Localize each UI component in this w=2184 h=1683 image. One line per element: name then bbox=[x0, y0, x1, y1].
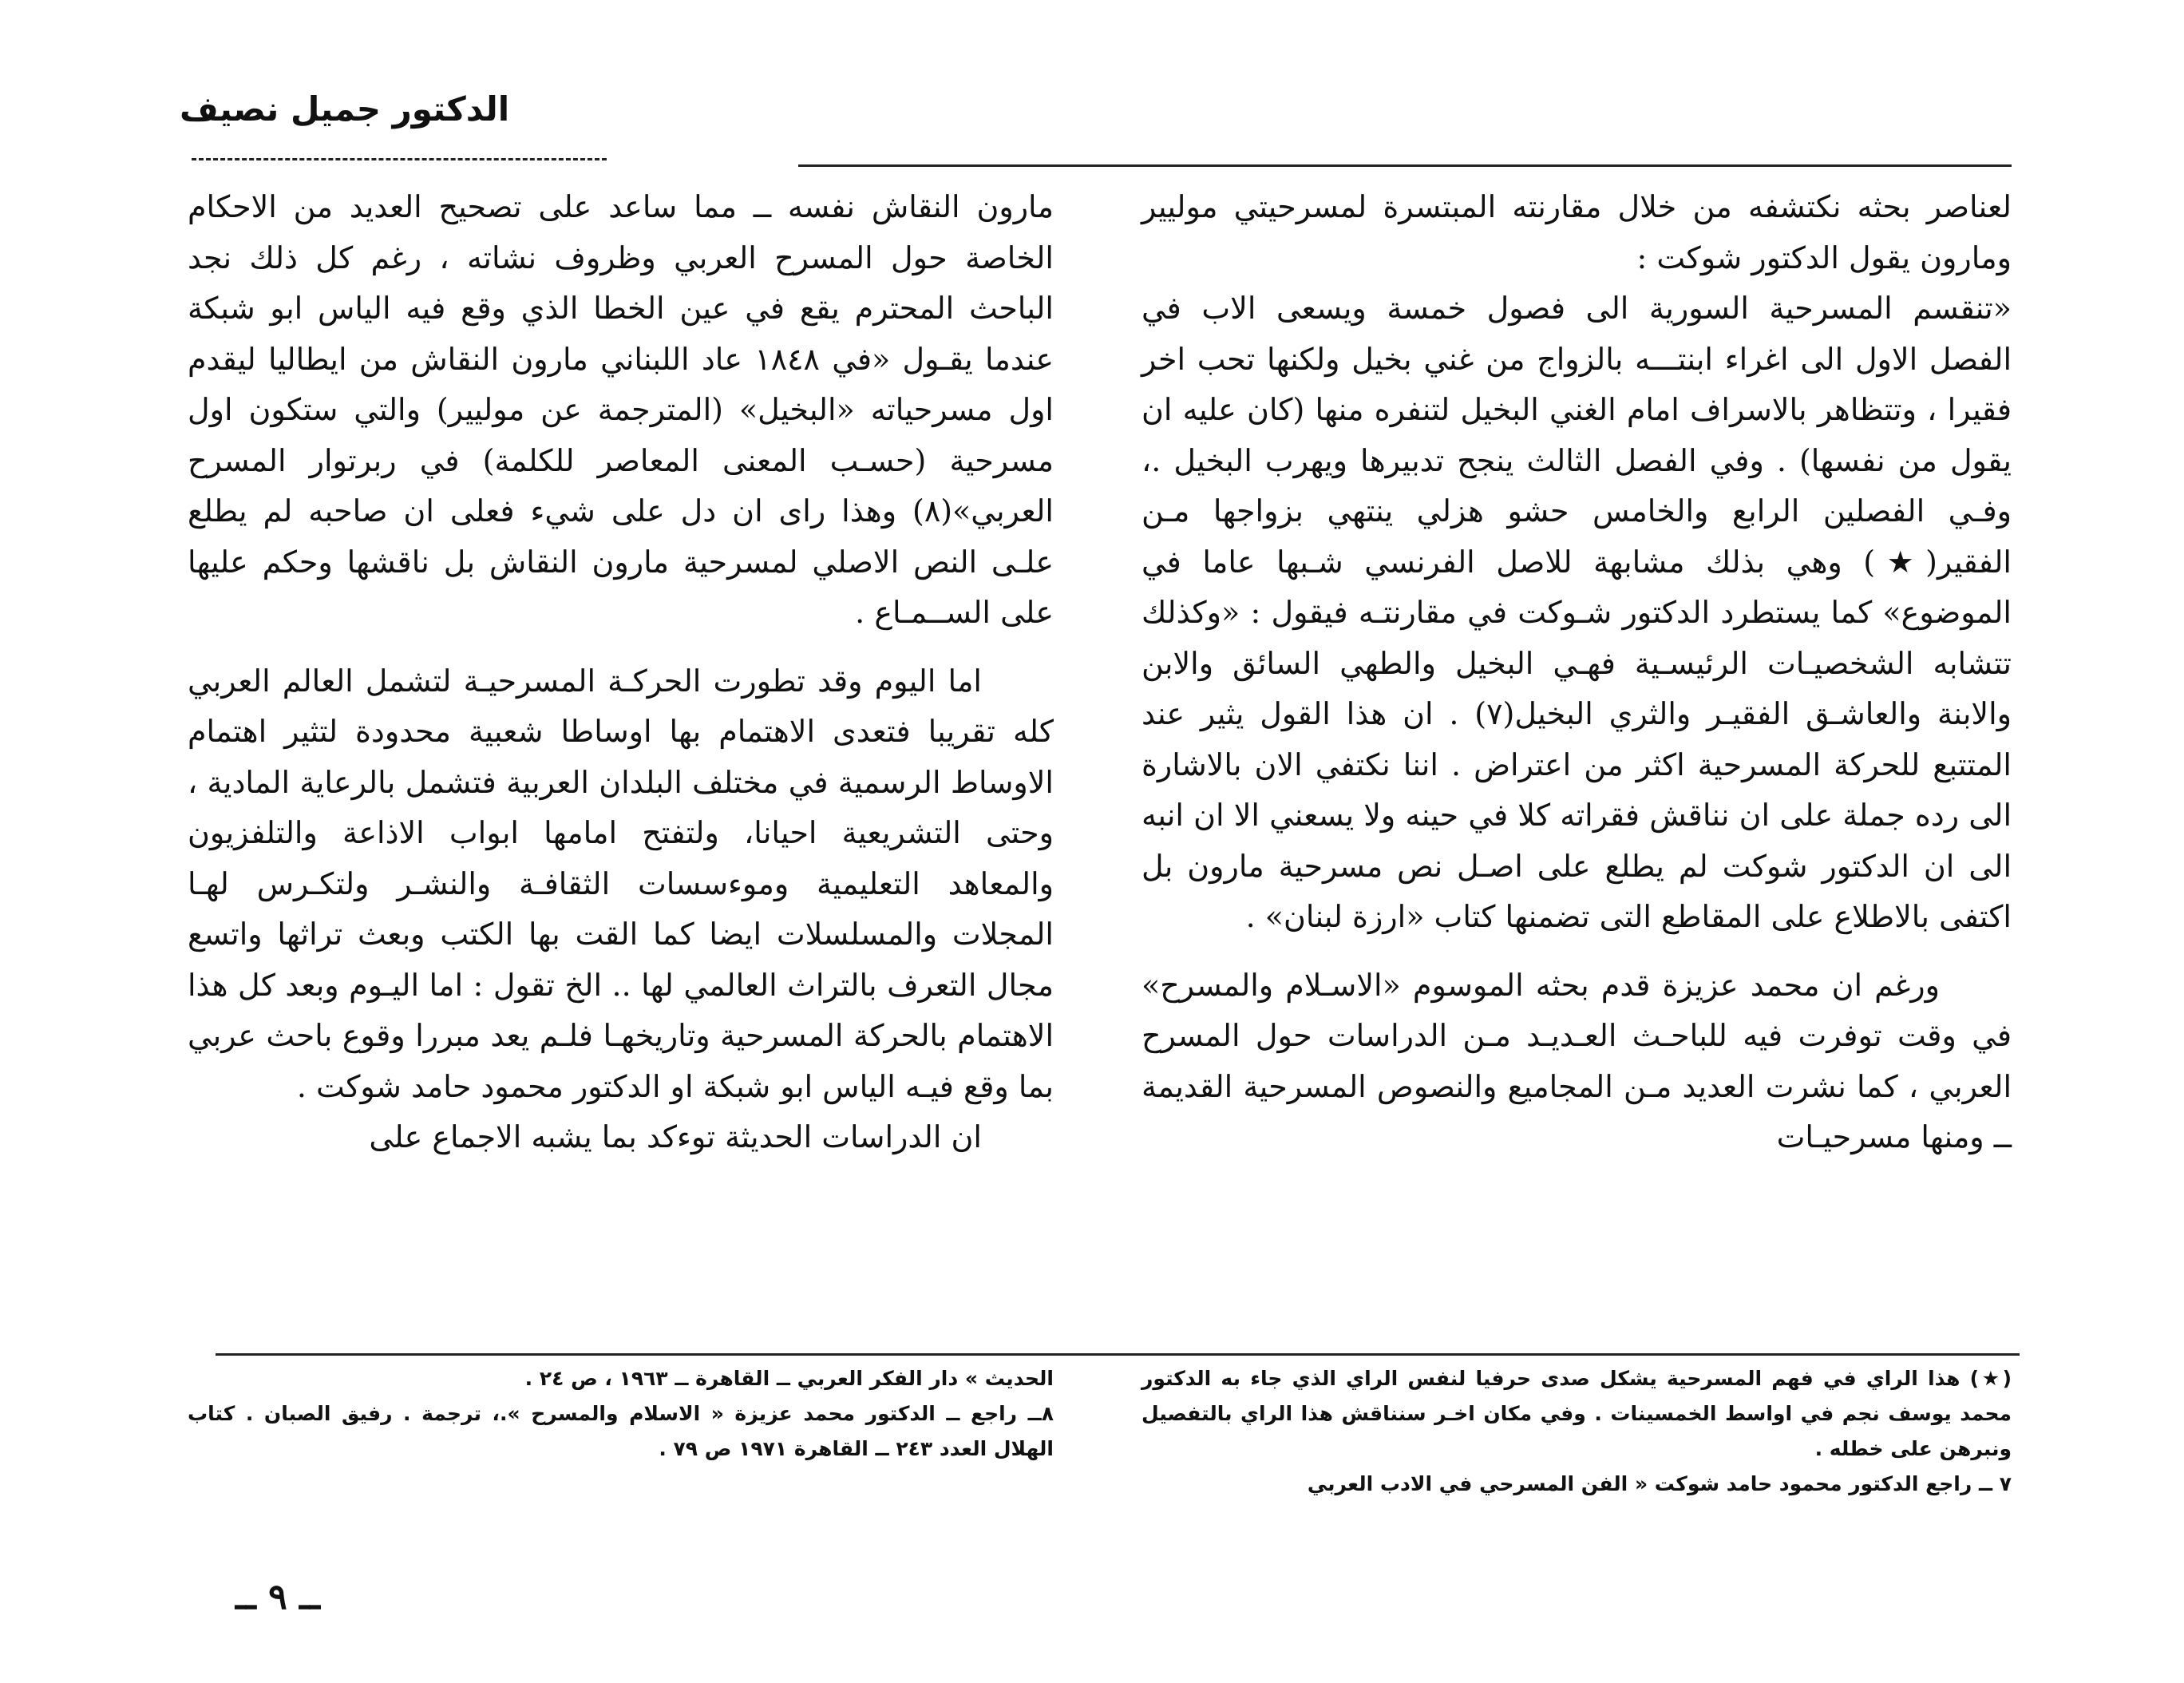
paragraph: ورغم ان محمد عزيزة قدم بحثه الموسوم «الاسـلام والمسرح» في وقت توفرت فيه للباحـث العـديـد مـن الدراسات حول المسرح العربي ، كما نشرت العديد مـن المجاميع والنصوص المسرحية القديمة ــ ومنها مسرحيـات bbox=[1141, 967, 2012, 1154]
paragraph: لعناصر بحثه نكتشفه من خلال مقارنته المبتسرة لمسرحيتي موليير ومارون يقول الدكتور شوكت : bbox=[1141, 189, 2012, 275]
left-text-column bbox=[188, 182, 1054, 1163]
footnotes-right bbox=[1141, 1361, 2012, 1502]
right-text-column bbox=[1141, 182, 2012, 1163]
footnote: (★) هذا الراي في فهم المسرحية يشكل صدى حرفيا لنفس الراي الذي جاء به الدكتور محمد يوسف نجم في اواسط الخمسينات . وفي مكان اخـر سنناقش هذا الراي بالتفصيل ونبرهن على خطله . bbox=[1141, 1367, 2012, 1460]
footnote: الحديث » دار الفكر العربي ــ القاهرة ــ ١٩٦٣ ، ص ٢٤ . bbox=[524, 1367, 1054, 1390]
footnotes-left bbox=[188, 1361, 1054, 1467]
header-solid-rule bbox=[798, 164, 2012, 167]
page-number: ــ ٩ ــ bbox=[235, 1577, 320, 1618]
paragraph: مارون النقاش نفسه ــ مما ساعد على تصحيح العديد من الاحكام الخاصة حول المسرح العربي وظروف نشاته ، رغم كل ذلك نجد الباحث المحترم يقع في عين الخطا الذي وقع فيه الياس ابو شبكة عندما يقـول «في ١٨٤٨ عاد اللبناني مارون النقاش من ايطاليا ليقدم اول مسرحياته «البخيل» (المترجمة عن موليير) والتي ستكون اول مسرحية (حسـب المعنى المعاصر للكلمة) في ربرتوار المسرح العربي»(٨) وهذا راى ان دل على شيء فعلى ان صاحبه لم يطلع علـى النص الاصلي لمسرحية مارون النقاش بل ناقشها وحكم عليها على الســمـاع . bbox=[188, 189, 1054, 630]
running-header-author: الدكتور جميل نصيف bbox=[180, 89, 510, 129]
header-dashed-rule bbox=[192, 158, 607, 160]
paragraph: «تنقسم المسرحية السورية الى فصول خمسة ويسعى الاب في الفصل الاول الى اغراء ابنتـــه بالزواج من غني بخيل ولكنها تحب اخر فقيرا ، وتتظاهر بالاسراف امام الغني البخيل لتنفره منها (كان عليه ان يقول من نفسها) . وفي الفصل الثالث ينجح تدبيرها ويهرب البخيل .، وفـي الفصلين الرابع والخامس حشو هزلي ينتهي بزواجها مـن الفقير(★) وهي بذلك مشابهة للاصل الفرنسي شـبها عاما في الموضوع» كما يستطرد الدكتور شـوكت في مقارنتـه فيقول : «وكذلك تتشابه الشخصيـات الرئيسـية فهـي البخيل والطهي السائق والابن والابنة والعاشـق الفقيـر والثري البخيل(٧) . ان هذا القول يثير عند المتتبع للحركة المسرحية اكثر من اعتراض . اننا نكتفي الان بالاشارة الى رده جملة على ان نناقش فقراته كلا في حينه ولا يسعني الا ان انبه الى ان الدكتور شوكت لم يطلع على اصـل نص مسرحية مارون بل اكتفى بالاطلاع على المقاطع التى تضمنها كتاب «ارزة لبنان» . bbox=[1141, 291, 2012, 934]
footnote-rule bbox=[216, 1353, 2020, 1356]
paragraph: ان الدراسات الحديثة توءكد بما يشبه الاجماع على bbox=[369, 1119, 982, 1154]
footnote: ٨ــ راجع ــ الدكتور محمد عزيزة « الاسلام والمسرح ».، ترجمة . رفيق الصبان . كتاب الهلال العدد ٢٤٣ ــ القاهرة ١٩٧١ ص ٧٩ . bbox=[188, 1402, 1054, 1460]
footnote: ٧ ــ راجع الدكتور محمود حامد شوكت « الفن المسرحي في الادب العربي bbox=[1307, 1472, 2012, 1495]
paragraph: اما اليوم وقد تطورت الحركـة المسرحيـة لتشمل العالم العربي كله تقريبا فتعدى الاهتمام بها اوساطا شعبية محدودة لتثير اهتمام الاوساط الرسمية في مختلف البلدان العربية فتشمل بالرعاية المادية ، وحتى التشريعية احيانا، ولتفتح امامها ابواب الاذاعة والتلفزيون والمعاهد التعليمية وموءسسات الثقافـة والنشـر ولتكـرس لهـا المجلات والمسلسلات ايضا كما القت بها الكتب وبعث تراثها واتسع مجال التعرف بالتراث العالمي لها .. الخ تقول : اما اليـوم وبعد كل هذا الاهتمام بالحركة المسرحية وتاريخهـا فلـم يعد مبررا وقوع باحث عربي بما وقع فيـه الياس ابو شبكة او الدكتور محمود حامد شوكت . bbox=[188, 663, 1054, 1104]
